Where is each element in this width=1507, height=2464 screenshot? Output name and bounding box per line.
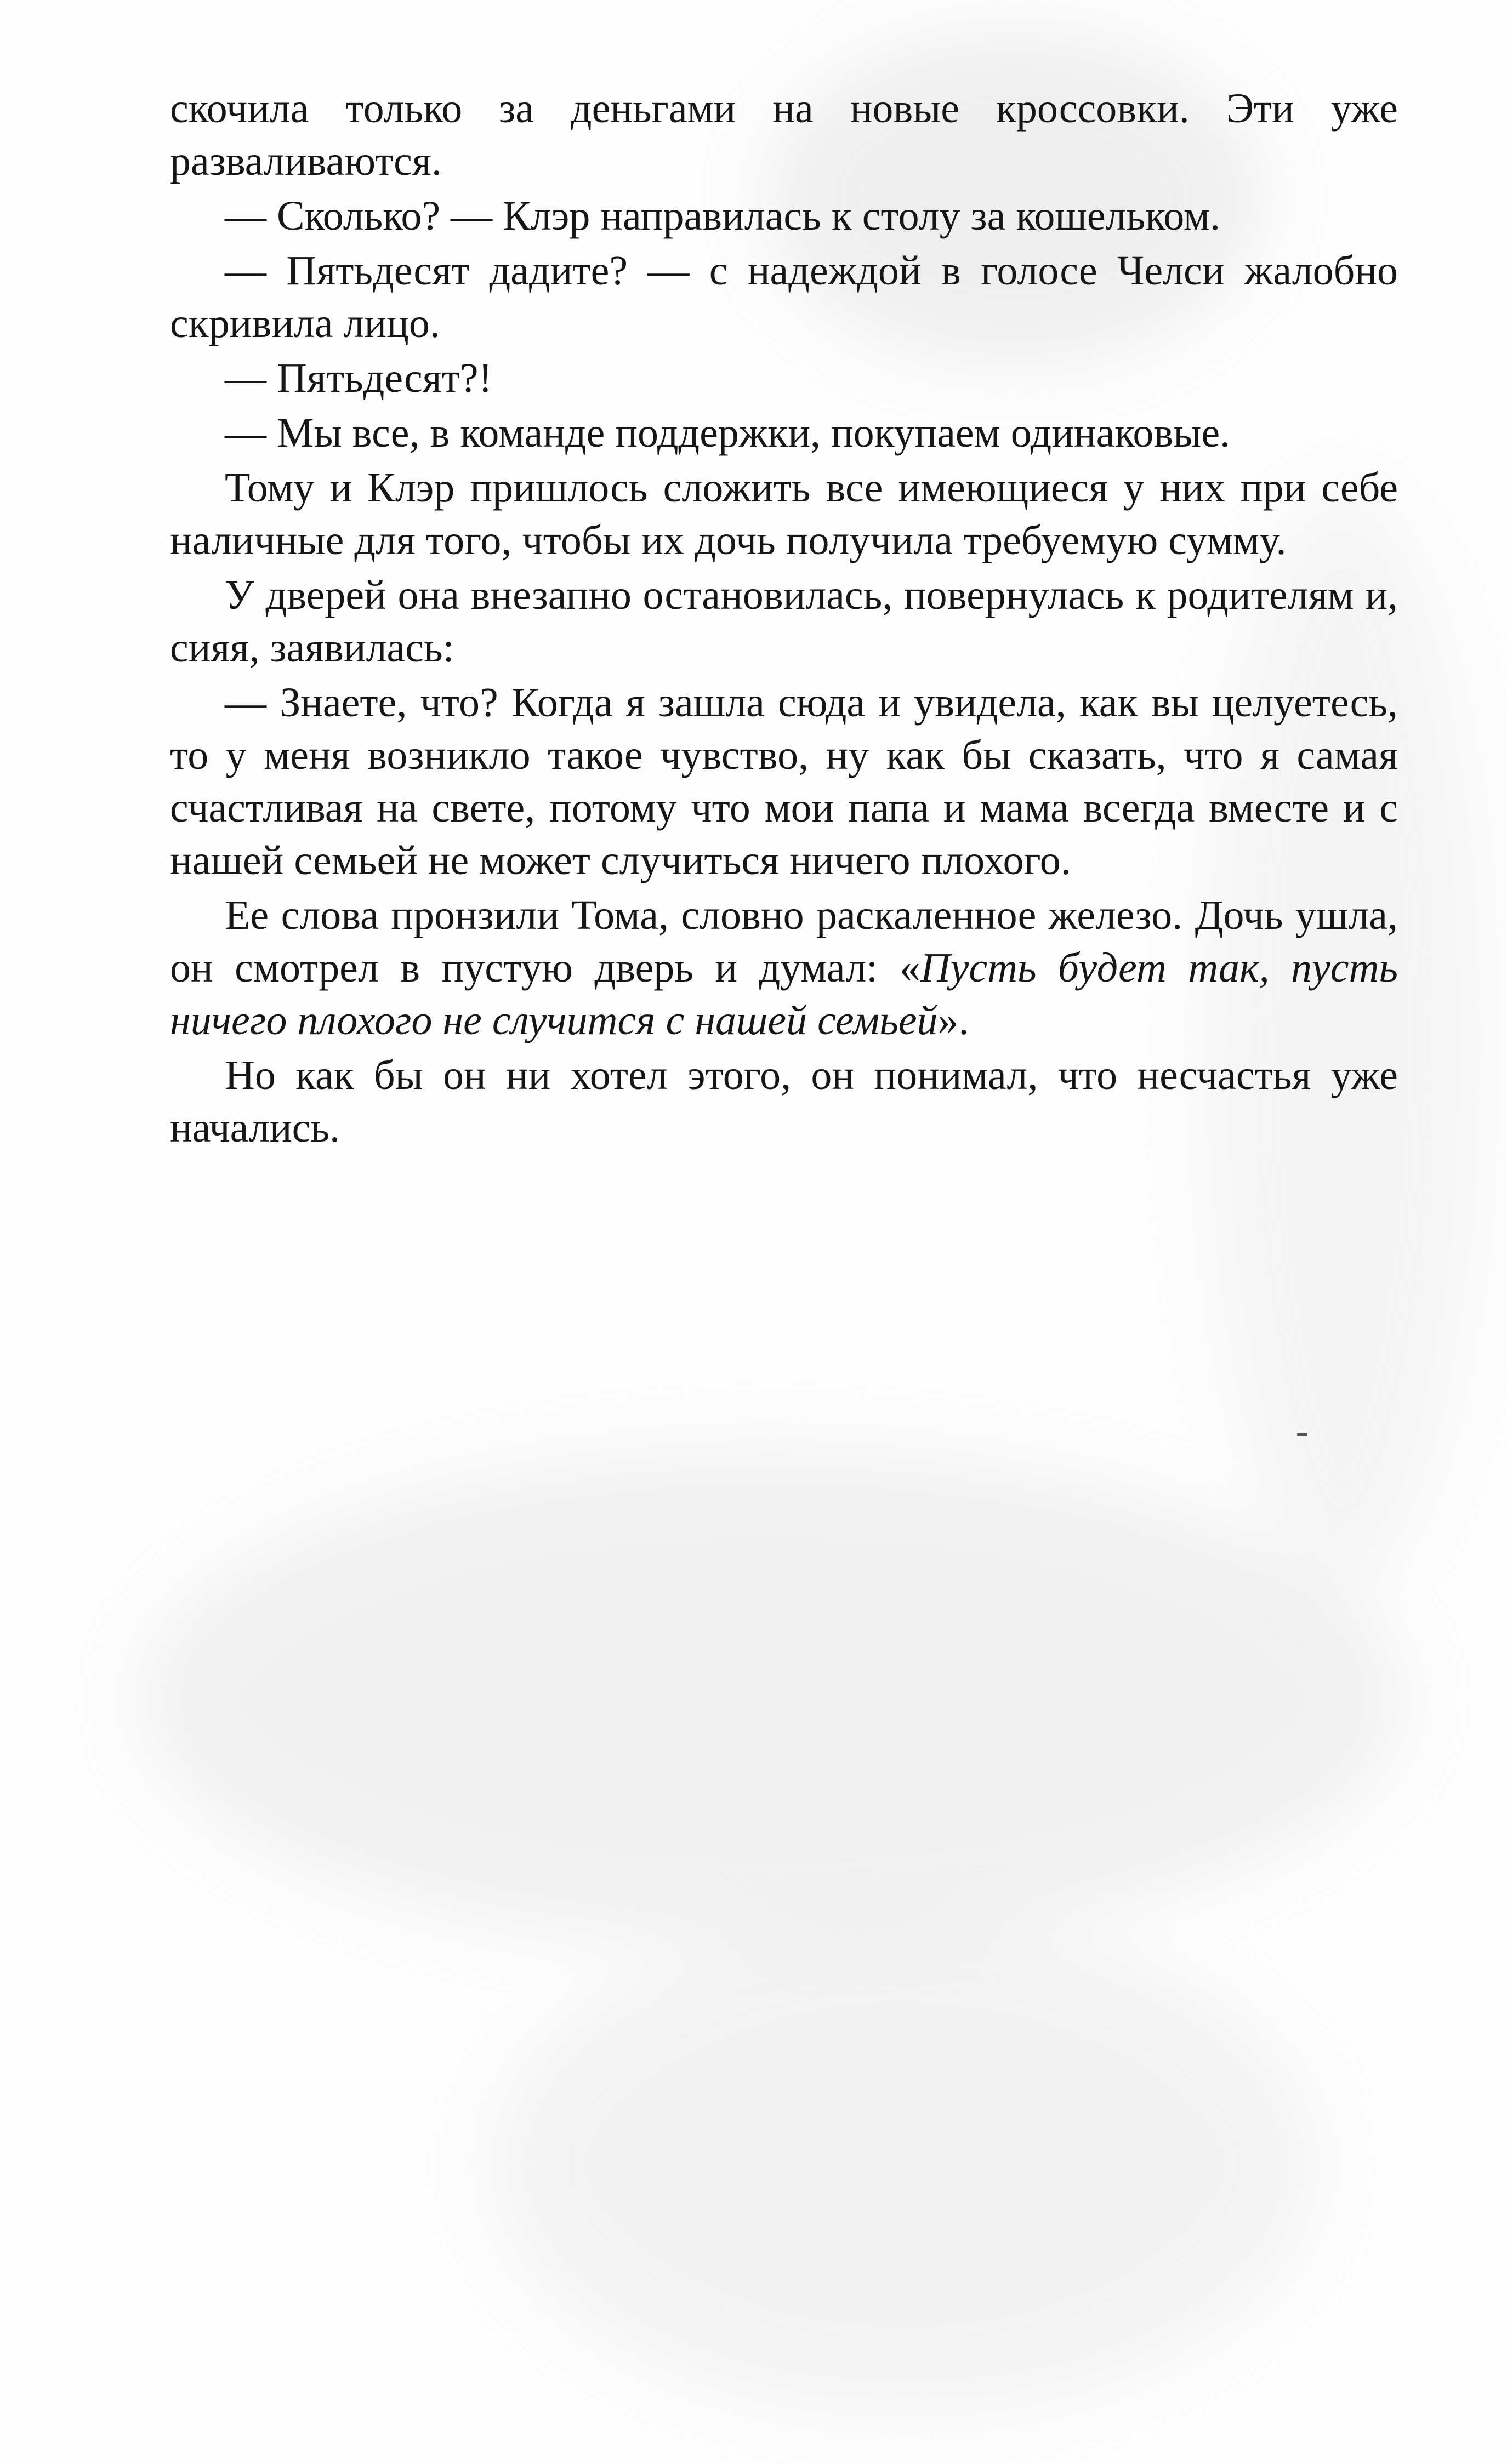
paragraph-9 (170, 889, 1398, 1047)
paragraph-text: Но как бы он ни хотел этого, он понимал, что несчастья уже начались. (170, 1052, 1398, 1151)
bleed-through-shadow (493, 1918, 1316, 2411)
paragraph-5 (170, 407, 1398, 459)
paragraph-text: — Мы все, в команде поддержки, покупаем одинаковые. (225, 410, 1231, 456)
paragraph-3 (170, 244, 1398, 350)
paragraph-text: Тому и Клэр пришлось сложить все имеющиеся у них при себе наличные для того, чтобы их дочь получила требуемую сумму. (170, 465, 1398, 563)
bleed-through-shadow (143, 1452, 1403, 1946)
paragraph-6 (170, 461, 1398, 567)
paragraph-text: — Пятьдесят?! (225, 355, 492, 401)
paragraph-10 (170, 1049, 1398, 1154)
paragraph-text: Ее слова пронзили Тома, словно раскаленное железо. Дочь ушла, он смотрел в пустую дверь и думал: « (170, 892, 1398, 991)
paragraph-text: — Пятьдесят дадите? — с надеждой в голосе Челси жалобно скривила лицо. (170, 248, 1398, 346)
paragraph-4 (170, 352, 1398, 404)
page-text (170, 82, 1398, 1154)
stray-mark (1297, 1433, 1307, 1436)
paragraph-text: ». (937, 997, 969, 1043)
paragraph-text: скочила только за деньгами на новые кроссовки. Эти уже разваливаются. (170, 85, 1398, 184)
paragraph-8 (170, 676, 1398, 887)
paragraph-text: — Сколько? — Клэр направилась к столу за кошельком. (225, 193, 1220, 239)
italic-thought: Пусть будет так, пусть ничего плохого не случится с нашей семьей (170, 945, 1398, 1043)
paragraph-text: У дверей она внезапно остановилась, повернулась к родителям и, сияя, заявилась: (170, 572, 1398, 671)
paragraph-2 (170, 190, 1398, 242)
paragraph-1 (170, 82, 1398, 187)
paragraph-text: — Знаете, что? Когда я зашла сюда и увидела, как вы целуетесь, то у меня возникло такое чувство, ну как бы сказать, что я самая счастливая на свете, потому что мои папа и мама всегда вместе и с нашей семьей не может случиться ничего плохого. (170, 680, 1398, 883)
paragraph-7 (170, 569, 1398, 674)
